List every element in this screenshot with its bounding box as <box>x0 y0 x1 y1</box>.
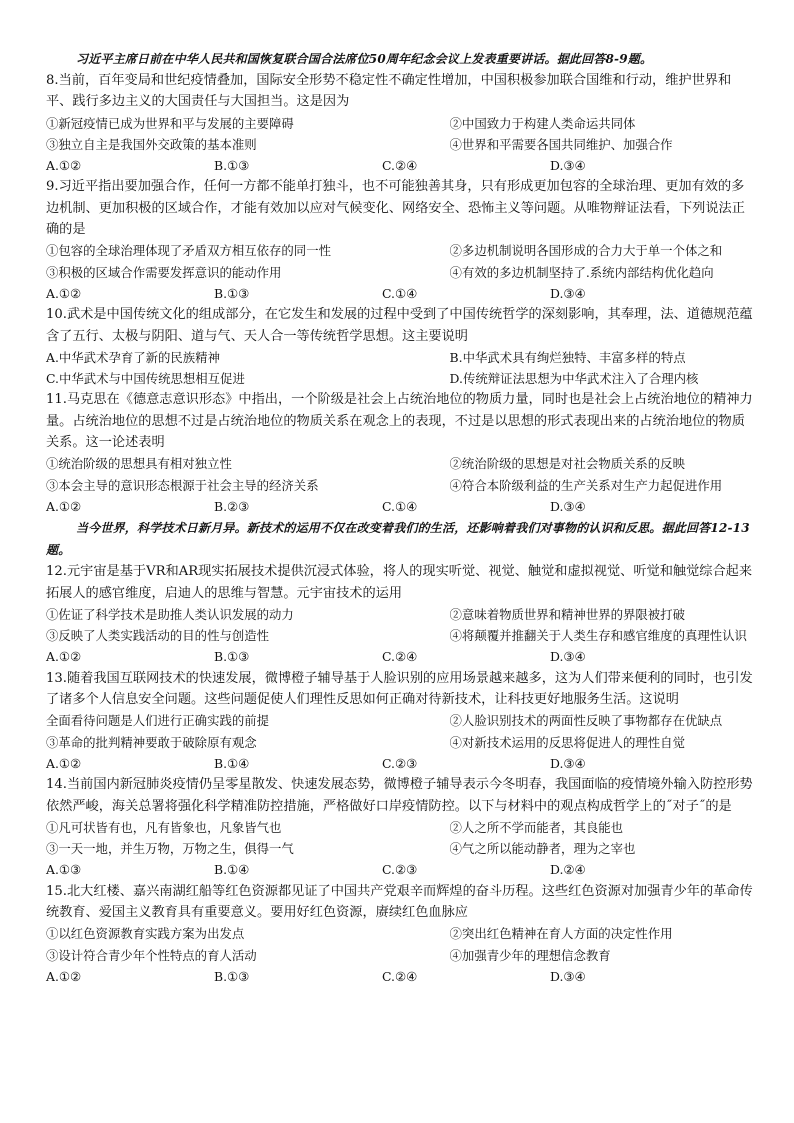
option-2: ②人之所不学而能者，其良能也 <box>449 819 624 835</box>
answer-c: C.②④ <box>382 968 418 984</box>
question-14 <box>46 774 754 880</box>
question-stem: 13.随着我国互联网技术的快速发展，微博橙子辅导基于人脸识别的应用场景越来越多，这为人们带来便利的同时，也引发了诸多个人信息安全问题。这些问题促使人们理性反思如何正确对待新技术，让科技更好地服务生活。这说明 <box>46 670 753 708</box>
answer-b: B.①③ <box>214 649 250 665</box>
answer-a: A.①② <box>46 649 82 665</box>
answer-a: A.①② <box>46 968 82 984</box>
option-4: ④有效的多边机制坚持了.系统内部结构优化趋向 <box>449 264 714 280</box>
option-a: A.中华武术孕育了新的民族精神 <box>46 349 220 365</box>
question-stem: 15.北大红楼、嘉兴南湖红船等红色资源都见证了中国共产党艰辛而辉煌的奋斗历程。这些红色资源对加强青少年的革命传统教育、爱国主义教育具有重要意义。要用好红色资源，赓续红色血脉应 <box>46 883 753 920</box>
answer-a: A.①③ <box>46 862 82 878</box>
option-2: ②人脸识别技术的两面性反映了事物都存在优缺点 <box>449 713 723 729</box>
option-list <box>46 817 754 860</box>
answer-b: B.①③ <box>214 968 250 984</box>
answer-c: C.②③ <box>382 755 418 771</box>
question-stem: 11.马克思在《德意志意识形态》中指出，一个阶级是社会上占统治地位的物质力量，同时也是社会上占统治地位的精神力量。占统治地位的思想不过是占统治地位的物质关系在观念上的表现，不过是以思想的形式表现出来的占统治地位的物质关系。这一论述表明 <box>46 392 753 451</box>
answer-choices <box>46 283 754 304</box>
exam-page <box>46 48 754 987</box>
question-8 <box>46 70 754 176</box>
answer-choices <box>46 753 754 774</box>
option-2: ②意味着物质世界和精神世界的界限被打破 <box>449 606 685 622</box>
option-4: ④气之所以能动静者，理为之宰也 <box>449 841 636 857</box>
option-b: B.中华武术具有绚烂独特、丰富多样的特点 <box>449 349 686 365</box>
question-13 <box>46 668 754 774</box>
option-list <box>46 347 754 390</box>
option-4: ④符合本阶级利益的生产关系对生产力起促进作用 <box>449 477 723 493</box>
option-4: ④世界和平需要各国共同维护、加强合作 <box>449 136 673 152</box>
section-intro-12-13: 当今世界，科学技术日新月异。新技术的运用不仅在改变着我们的生活，还影响着我们对事物的认识和反思。据此回答12-13题。 <box>46 521 750 558</box>
answer-d: D.③④ <box>550 968 586 984</box>
answer-d: D.③④ <box>550 285 586 301</box>
option-3: ③积极的区域合作需要发挥意识的能动作用 <box>46 264 282 280</box>
answer-c: C.②④ <box>382 649 418 665</box>
answer-d: D.③④ <box>550 158 586 174</box>
option-4: ④加强青少年的理想信念教育 <box>449 947 611 963</box>
answer-choices <box>46 646 754 667</box>
option-list <box>46 113 754 156</box>
question-11 <box>46 389 754 517</box>
option-4: ④对新技术运用的反思将促进人的理性自觉 <box>449 734 685 750</box>
option-3: ③一天一地，并生万物，万物之生，俱得一气 <box>46 841 294 857</box>
question-12 <box>46 561 754 667</box>
question-15 <box>46 881 754 987</box>
answer-a: A.①② <box>46 498 82 514</box>
option-1: ①佐证了科学技术是助推人类认识发展的动力 <box>46 606 294 622</box>
answer-c: C.②④ <box>382 158 418 174</box>
option-3: ③设计符合青少年个性特点的育人活动 <box>46 947 257 963</box>
option-list <box>46 923 754 966</box>
question-9 <box>46 176 754 304</box>
answer-b: B.①③ <box>214 158 250 174</box>
option-d: D.传统辩证法思想为中华武术注入了合理内核 <box>449 371 699 387</box>
answer-d: D.②④ <box>550 862 586 878</box>
answer-d: D.③④ <box>550 755 586 771</box>
question-stem: 8.当前，百年变局和世纪疫情叠加，国际安全形势不稳定性不确定性增加，中国积极参加联合国维和行动，维护世界和平、践行多边主义的大国责任与大国担当。这是因为 <box>46 73 732 110</box>
option-list <box>46 710 754 753</box>
question-stem: 12.元宇宙是基于VR和AR现实拓展技术提供沉浸式体验，将人的现实听觉、视觉、触觉和虚拟视觉、听觉和触觉综合起来拓展人的感官维度，启迪人的思维与智慧。元宇宙技术的运用 <box>46 564 753 601</box>
option-2: ②突出红色精神在育人方面的决定性作用 <box>449 926 673 942</box>
answer-a: A.①② <box>46 285 82 301</box>
option-3: ③独立自主是我国外交政策的基本准则 <box>46 136 257 152</box>
option-1: ①统治阶级的思想具有相对独立性 <box>46 456 232 472</box>
option-1: 全面看待问题是人们进行正确实践的前提 <box>46 713 270 729</box>
option-list <box>46 240 754 283</box>
option-c: C.中华武术与中国传统思想相互促进 <box>46 371 245 387</box>
answer-b: B.①④ <box>214 862 250 878</box>
option-3: ③本会主导的意识形态根源于社会主导的经济关系 <box>46 477 319 493</box>
option-list <box>46 604 754 647</box>
option-1: ①凡可状皆有也，凡有皆象也，凡象皆气也 <box>46 819 282 835</box>
option-2: ②中国致力于构建人类命运共同体 <box>449 115 636 131</box>
section-intro-8-9: 习近平主席日前在中华人民共和国恢复联合国合法席位50周年纪念会议上发表重要讲话。据此回答8-9题。 <box>76 52 653 66</box>
option-2: ②统治阶级的思想是对社会物质关系的反映 <box>449 456 685 472</box>
option-1: ①新冠疫情已成为世界和平与发展的主要障碍 <box>46 115 294 131</box>
question-stem: 9.习近平指出要加强合作，任何一方都不能单打独斗，也不可能独善其身，只有形成更加包容的全球治理、更加有效的多边机制、更加积极的区域合作，才能有效加以应对气候变化、网络安全、恐怖主义等问题。从唯物辩证法看，下列说法正确的是 <box>46 179 745 238</box>
answer-a: A.①② <box>46 158 82 174</box>
question-10 <box>46 304 754 389</box>
answer-d: D.③④ <box>550 498 586 514</box>
answer-b: B.②③ <box>214 498 250 514</box>
answer-choices <box>46 155 754 176</box>
option-1: ①包容的全球治理体现了矛盾双方相互依存的同一性 <box>46 243 331 259</box>
answer-a: A.①② <box>46 755 82 771</box>
option-2: ②多边机制说明各国形成的合力大于单一个体之和 <box>449 243 723 259</box>
answer-c: C.①④ <box>382 285 418 301</box>
question-stem: 10.武术是中国传统文化的组成部分，在它发生和发展的过程中受到了中国传统哲学的深刻影响，其奉理，法、道德规范蕴含了五行、太极与阴阳、道与气、天人合一等传统哲学思想。这主要说明 <box>46 307 753 344</box>
answer-c: C.①④ <box>382 498 418 514</box>
answer-choices <box>46 496 754 517</box>
answer-d: D.③④ <box>550 649 586 665</box>
option-3: ③反映了人类实践活动的目的性与创造性 <box>46 628 270 644</box>
question-stem: 14.当前国内新冠肺炎疫情仍呈零星散发、快速发展态势，微博橙子辅导表示今冬明春，我国面临的疫情境外输入防控形势依然严峻，海关总署将强化科学精准防控措施，严格做好口岸疫情防控。以下与材料中的观点构成哲学上的˝对子˝的是 <box>46 777 753 814</box>
option-1: ①以红色资源教育实践方案为出发点 <box>46 926 245 942</box>
answer-choices <box>46 859 754 880</box>
answer-b: B.①④ <box>214 755 250 771</box>
option-4: ④将颠覆并推翻关于人类生存和感官维度的真理性认识 <box>449 628 747 644</box>
answer-c: C.②③ <box>382 862 418 878</box>
answer-choices <box>46 966 754 987</box>
option-3: ③革命的批判精神要敢于破除原有观念 <box>46 734 257 750</box>
option-list <box>46 453 754 496</box>
answer-b: B.①③ <box>214 285 250 301</box>
